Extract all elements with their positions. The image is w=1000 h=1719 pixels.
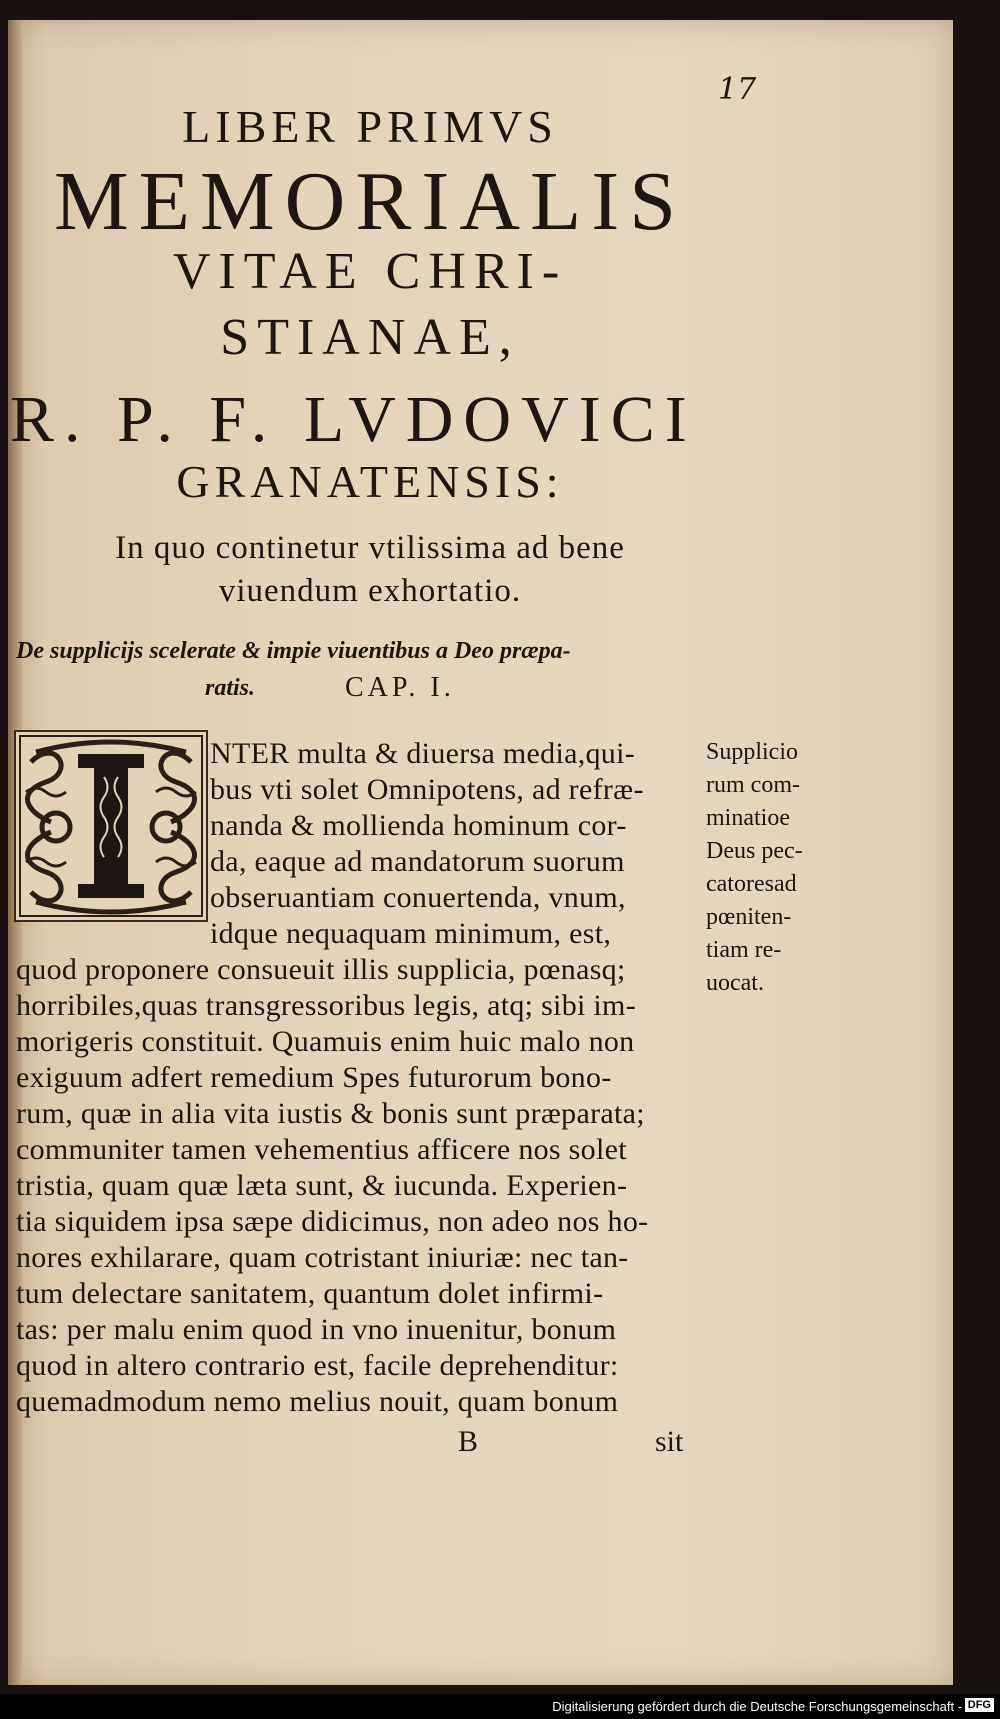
body-line: exiguum adfert remedium Spes futurorum bono- bbox=[16, 1061, 612, 1094]
body-line: horribiles,quas transgressoribus legis, atq; sibi im- bbox=[16, 989, 636, 1022]
body-line: tia siquidem ipsa sæpe didicimus, non adeo nos ho- bbox=[16, 1205, 649, 1238]
footer-text: Digitalisierung gefördert durch die Deutsche Forschungsgemeinschaft - bbox=[552, 1699, 962, 1714]
signature-mark: B bbox=[458, 1425, 479, 1458]
body-line: quod proponere consueuit illis supplicia, pœnasq; bbox=[16, 953, 626, 986]
chapter-number: CAP. I. bbox=[345, 672, 455, 703]
body-line: quemadmodum nemo melius nouit, quam bonum bbox=[16, 1385, 619, 1418]
chapter-heading-line-2: ratis. bbox=[205, 675, 256, 701]
body-line: tum delectare sanitatem, quantum dolet infirmi- bbox=[16, 1277, 604, 1310]
body-line: NTER multa & diuersa media,qui- bbox=[210, 737, 636, 770]
chapter-heading-line-1: De supplicijs scelerate & impie viuentibus a Deo præpa- bbox=[16, 638, 571, 664]
marginal-note: Supplicio rum com- minatioe Deus pec- catoresad pœniten- tiam re- uocat. bbox=[706, 739, 803, 996]
title-line-5: R. P. F. LVDOVICI bbox=[10, 383, 697, 456]
body-line: nores exhilarare, quam cotristant iniuriæ: nec tan- bbox=[16, 1241, 629, 1274]
body-line: tristia, quam quæ læta sunt, & iucunda. Experien- bbox=[16, 1169, 628, 1202]
catchword: sit bbox=[655, 1425, 684, 1458]
title-line-1: LIBER PRIMVS bbox=[182, 101, 558, 152]
subtitle-line-1: In quo continetur vtilissima ad bene bbox=[115, 530, 625, 566]
body-line: rum, quæ in alia vita iustis & bonis sunt præparata; bbox=[16, 1097, 645, 1130]
footer-bar bbox=[0, 1694, 1000, 1719]
body-line: idque nequaquam minimum, est, bbox=[210, 917, 612, 950]
body-line: tas: per malu enim quod in vno inuenitur, bonum bbox=[16, 1313, 617, 1346]
body-line: bus vti solet Omnipotens, ad refræ- bbox=[210, 773, 644, 806]
body-line: communiter tamen vehementius afficere nos solet bbox=[16, 1133, 627, 1166]
body-line: quod in altero contrario est, facile deprehenditur: bbox=[16, 1349, 619, 1382]
dfg-logo: DFG bbox=[965, 1698, 994, 1712]
body-line: nanda & mollienda hominum cor- bbox=[210, 809, 627, 842]
page-number: 17 bbox=[718, 72, 757, 107]
body-line: morigeris constituit. Quamuis enim huic malo non bbox=[16, 1025, 635, 1058]
body-line: da, eaque ad mandatorum suorum bbox=[210, 845, 625, 878]
title-line-3: VITAE CHRI- bbox=[172, 243, 568, 300]
decorated-initial bbox=[14, 730, 208, 922]
title-line-6: GRANATENSIS: bbox=[176, 456, 564, 507]
subtitle-line-2: viuendum exhortatio. bbox=[218, 573, 522, 609]
title-line-2: MEMORIALIS bbox=[53, 155, 686, 248]
title-line-4: STIANAE, bbox=[220, 309, 520, 366]
body-line: obseruantiam conuertenda, vnum, bbox=[210, 881, 626, 914]
ornament-icon bbox=[16, 732, 206, 920]
